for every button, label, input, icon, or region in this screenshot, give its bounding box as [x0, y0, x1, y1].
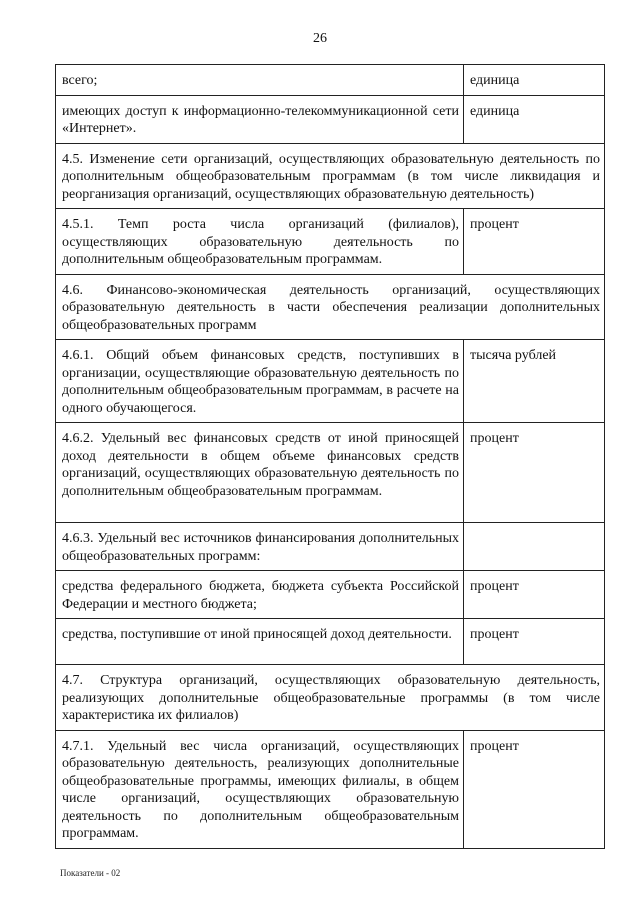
- table-row: [56, 340, 605, 423]
- indicator-unit: процент: [464, 571, 605, 619]
- section-heading: 4.5. Изменение сети организаций, осуществляющих образовательную деятельность по дополнительным общеобразовательным программам (в том числе ликвидация и реорганизация организаций, осуществляющих образовательную деятельность): [56, 143, 605, 209]
- table-row: [56, 423, 605, 523]
- section-row: [56, 665, 605, 731]
- section-row: [56, 274, 605, 340]
- page-number: 26: [313, 31, 327, 46]
- indicator-unit: единица: [464, 65, 605, 96]
- indicator-unit: процент: [464, 209, 605, 275]
- table-row: [56, 730, 605, 848]
- table-row: [56, 65, 605, 96]
- indicator-name: средства, поступившие от иной приносящей доход деятельности.: [56, 619, 464, 665]
- indicator-unit: процент: [464, 730, 605, 848]
- indicator-name: всего;: [56, 65, 464, 96]
- section-row: [56, 143, 605, 209]
- indicator-name: 4.6.2. Удельный вес финансовых средств от иной приносящей доход деятельности в общем объеме финансовых средств организаций, осуществляющих образовательную деятельность по дополнительным общеобразовательным программам.: [56, 423, 464, 523]
- table-row: [56, 95, 605, 143]
- indicator-unit: [464, 523, 605, 571]
- section-heading: 4.7. Структура организаций, осуществляющих образовательную деятельность, реализующих дополнительные общеобразовательные программы (в том числе характеристика их филиалов): [56, 665, 605, 731]
- indicator-name: 4.7.1. Удельный вес числа организаций, осуществляющих образовательную деятельность, реализующих дополнительные общеобразовательные программы, имеющих филиалы, в общем числе организаций, осуществляющих образовательную деятельность по дополнительным общеобразовательным программам.: [56, 730, 464, 848]
- table-row: [56, 619, 605, 665]
- indicator-name: 4.5.1. Темп роста числа организаций (филиалов), осуществляющих образовательную деятельность по дополнительным общеобразовательным программам.: [56, 209, 464, 275]
- table-row: [56, 571, 605, 619]
- indicator-name: средства федерального бюджета, бюджета субъекта Российской Федерации и местного бюджета;: [56, 571, 464, 619]
- table-row: [56, 209, 605, 275]
- section-heading: 4.6. Финансово-экономическая деятельность организаций, осуществляющих образовательную деятельность в части обеспечения реализации дополнительных общеобразовательных программ: [56, 274, 605, 340]
- indicator-unit: процент: [464, 423, 605, 523]
- indicator-name: 4.6.3. Удельный вес источников финансирования дополнительных общеобразовательных программ:: [56, 523, 464, 571]
- footer-note: Показатели - 02: [60, 868, 121, 878]
- indicator-unit: единица: [464, 95, 605, 143]
- indicator-name: 4.6.1. Общий объем финансовых средств, поступивших в организации, осуществляющие образовательную деятельность по дополнительным общеобразовательным программам, в расчете на одного обучающегося.: [56, 340, 464, 423]
- indicators-table: [55, 64, 605, 849]
- indicator-unit: процент: [464, 619, 605, 665]
- table-row: [56, 523, 605, 571]
- indicator-unit: тысяча рублей: [464, 340, 605, 423]
- indicator-name: имеющих доступ к информационно-телекоммуникационной сети «Интернет».: [56, 95, 464, 143]
